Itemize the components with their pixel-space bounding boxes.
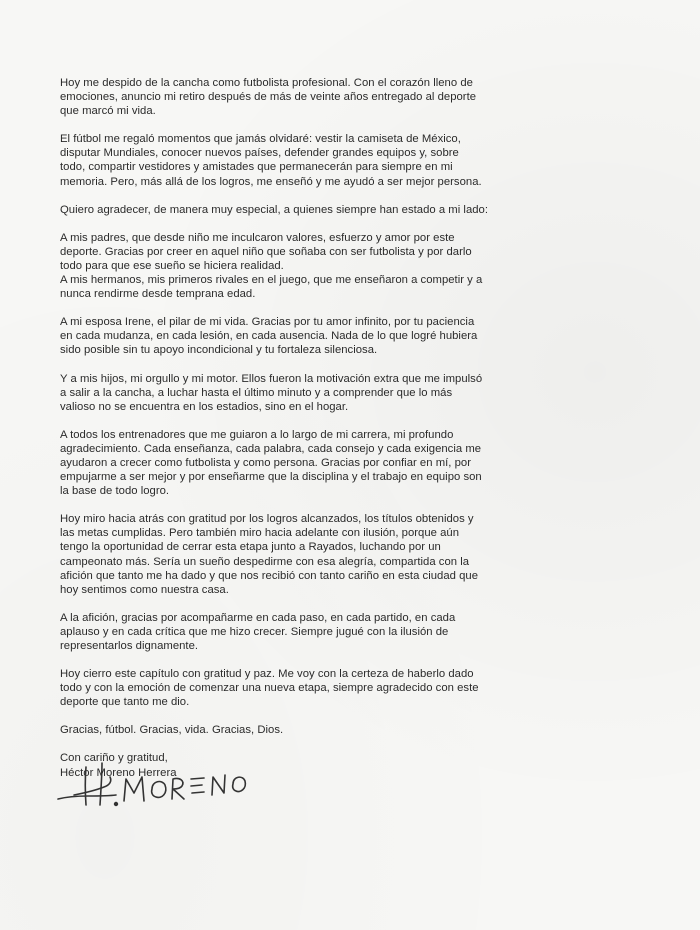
text-line: hoy sentimos como nuestra casa. (60, 583, 229, 596)
text-line: memoria. Pero, más allá de los logros, me enseñó y me ayudó a ser mejor persona. (60, 175, 482, 188)
handwritten-signature (52, 755, 312, 825)
text-line: todo para que ese sueño se hiciera realidad. (60, 259, 284, 272)
text-line: representarlos dignamente. (60, 640, 199, 652)
text-line: valioso no se encuentra en los estadios, sino en el hogar. (60, 400, 349, 413)
text-line: deporte que tanto me dio. (60, 696, 190, 709)
text-line: que marcó mi vida. (60, 105, 156, 118)
text-line: A la afición, gracias por acompañarme en cada paso, en cada partido, en cada (60, 611, 456, 624)
text-line: todo, compartir vestidores y amistades que permanecerán para siempre en mi (60, 161, 453, 174)
text-line: Hoy me despido de la cancha como futbolista profesional. Con el corazón lleno de (60, 77, 473, 89)
text-line: emociones, anuncio mi retiro después de más de veinte años entregado al deporte (60, 91, 477, 104)
text-line: A todos los entrenadores que me guiaron a lo largo de mi carrera, mi profundo (60, 428, 454, 441)
paragraph-wife (60, 315, 655, 357)
text-line: sido posible sin tu apoyo incondicional y tu fortaleza silenciosa. (60, 344, 378, 357)
paragraph-children (60, 372, 655, 414)
text-line: a salir a la cancha, a luchar hasta el último minuto y a comprender que lo más (60, 386, 453, 399)
paragraph-parents-siblings (60, 231, 655, 301)
text-line: Gracias, fútbol. Gracias, vida. Gracias, Dios. (60, 724, 284, 737)
text-line: agradecimiento. Cada enseñanza, cada palabra, cada consejo y cada exigencia me (60, 442, 482, 455)
text-line: campeonato más. Sería un sueño despedirme con esa alegría, compartida con la (60, 555, 470, 568)
paragraph-looking-back-forward (60, 512, 655, 597)
paragraph-football-memories (60, 132, 655, 188)
text-line: Hoy cierro este capítulo con gratitud y paz. Me voy con la certeza de haberlo dado (60, 668, 474, 681)
text-line: las metas cumplidas. Pero también miro hacia adelante con ilusión, porque aún (60, 527, 460, 540)
text-line: disputar Mundiales, conocer nuevos países, defender grandes equipos y, sobre (60, 147, 459, 160)
letter-body (60, 76, 655, 794)
closing-salutation: Con cariño y gratitud, (60, 752, 168, 765)
text-line: Hoy miro hacia atrás con gratitud por los logros alcanzados, los títulos obtenidos y (60, 513, 474, 526)
text-line: ayudaron a crecer como futbolista y como persona. Gracias por confiar en mí, por (60, 456, 471, 469)
author-name: Héctor Moreno Herrera (60, 766, 177, 779)
text-line: afición que tanto me ha dado y que nos recibió con tanto cariño en esta ciudad que (60, 569, 479, 582)
text-line: Quiero agradecer, de manera muy especial, a quienes siempre han estado a mi lado: (60, 203, 489, 216)
paragraph-closing-chapter (60, 667, 655, 709)
text-line: El fútbol me regaló momentos que jamás olvidaré: vestir la camiseta de México, (60, 133, 461, 146)
text-line: aplauso y en cada crítica que me hizo crecer. Siempre jugué con la ilusión de (60, 625, 449, 638)
text-line: Y a mis hijos, mi orgullo y mi motor. Ellos fueron la motivación extra que me impulsó (60, 372, 483, 385)
paragraph-gratitude-intro (60, 203, 655, 217)
text-line: tengo la oportunidad de cerrar esta etapa junto a Rayados, luchando por un (60, 541, 441, 554)
paragraph-coaches (60, 428, 655, 498)
paragraph-retirement-announcement (60, 76, 655, 118)
text-line: A mis hermanos, mis primeros rivales en el juego, que me enseñaron a competir y a (60, 274, 483, 287)
text-line: A mis padres, que desde niño me inculcaron valores, esfuerzo y amor por este (60, 231, 455, 244)
paragraph-thanks (60, 723, 655, 737)
text-line: empujarme a ser mejor y por enseñarme que la disciplina y el trabajo en equipo son (60, 471, 482, 484)
paragraph-fans (60, 611, 655, 653)
text-line: todo y con la emoción de comenzar una nueva etapa, siempre agradecido con este (60, 682, 479, 695)
text-line: la base de todo logro. (60, 485, 170, 498)
text-line: A mi esposa Irene, el pilar de mi vida. Gracias por tu amor infinito, por tu paciencia (60, 316, 475, 329)
text-line: deporte. Gracias por creer en aquel niño que soñaba con ser futbolista y por darlo (60, 245, 472, 258)
text-line: nunca rendirme desde temprana edad. (60, 288, 256, 301)
text-line: en cada mudanza, en cada lesión, en cada ausencia. Nada de lo que logré hubiera (60, 330, 478, 343)
